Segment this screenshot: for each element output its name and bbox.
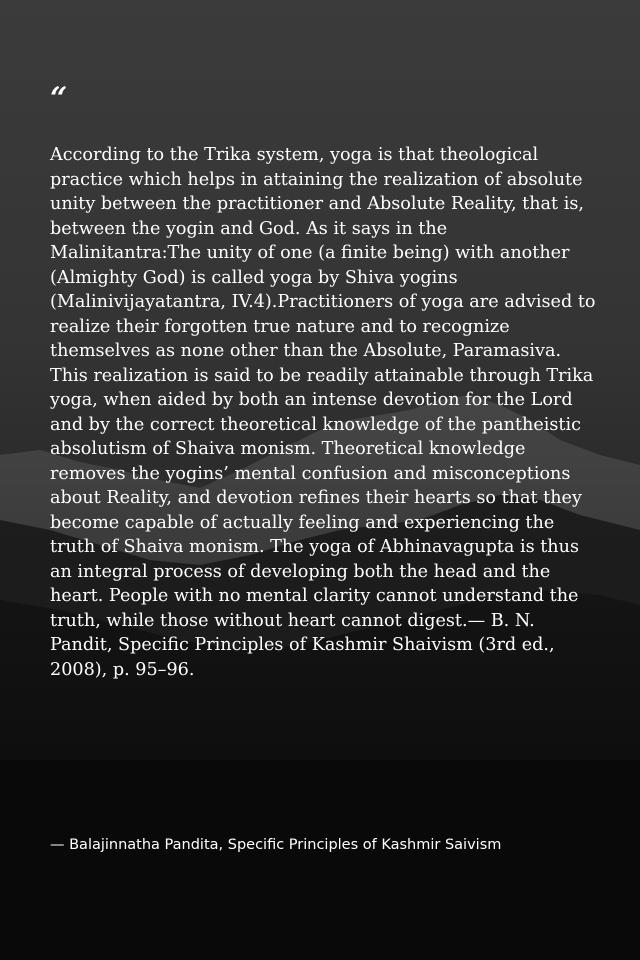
quote-attribution: — Balajinnatha Pandita, Specific Principles of Kashmir Saivism: [50, 837, 502, 853]
quote-mark-icon: “: [50, 81, 68, 116]
quote-text: According to the Trika system, yoga is that theological practice which helps in attaining the realization of absolute unity between the practitioner and Absolute Reality, that is, between the yogin and God. As it says in the Malinitantra:The unity of one (a finite being) with another (Almighty God) is called yoga by Shiva yogins (Malinivijayatantra, IV.4).Practitioners of yoga are advised to realize their forgotten true nature and to recognize themselves as none other than the Absolute, Paramasiva. This realization is said to be readily attainable through Trika yoga, when aided by both an intense devotion for the Lord and by the correct theoretical knowledge of the pantheistic absolutism of Shaiva monism. Theoretical knowledge removes the yogins’ mental confusion and misconceptions about Reality, and devotion refines their hearts so that they become capable of actually feeling and experiencing the truth of Shaiva monism. The yoga of Abhinavagupta is thus an integral process of developing both the head and the heart. People with no mental clarity cannot understand the truth, while those without heart cannot digest.— B. N. Pandit, Specific Principles of Kashmir Shaivism (3rd ed., 2008), p. 95–96.: [50, 145, 596, 680]
